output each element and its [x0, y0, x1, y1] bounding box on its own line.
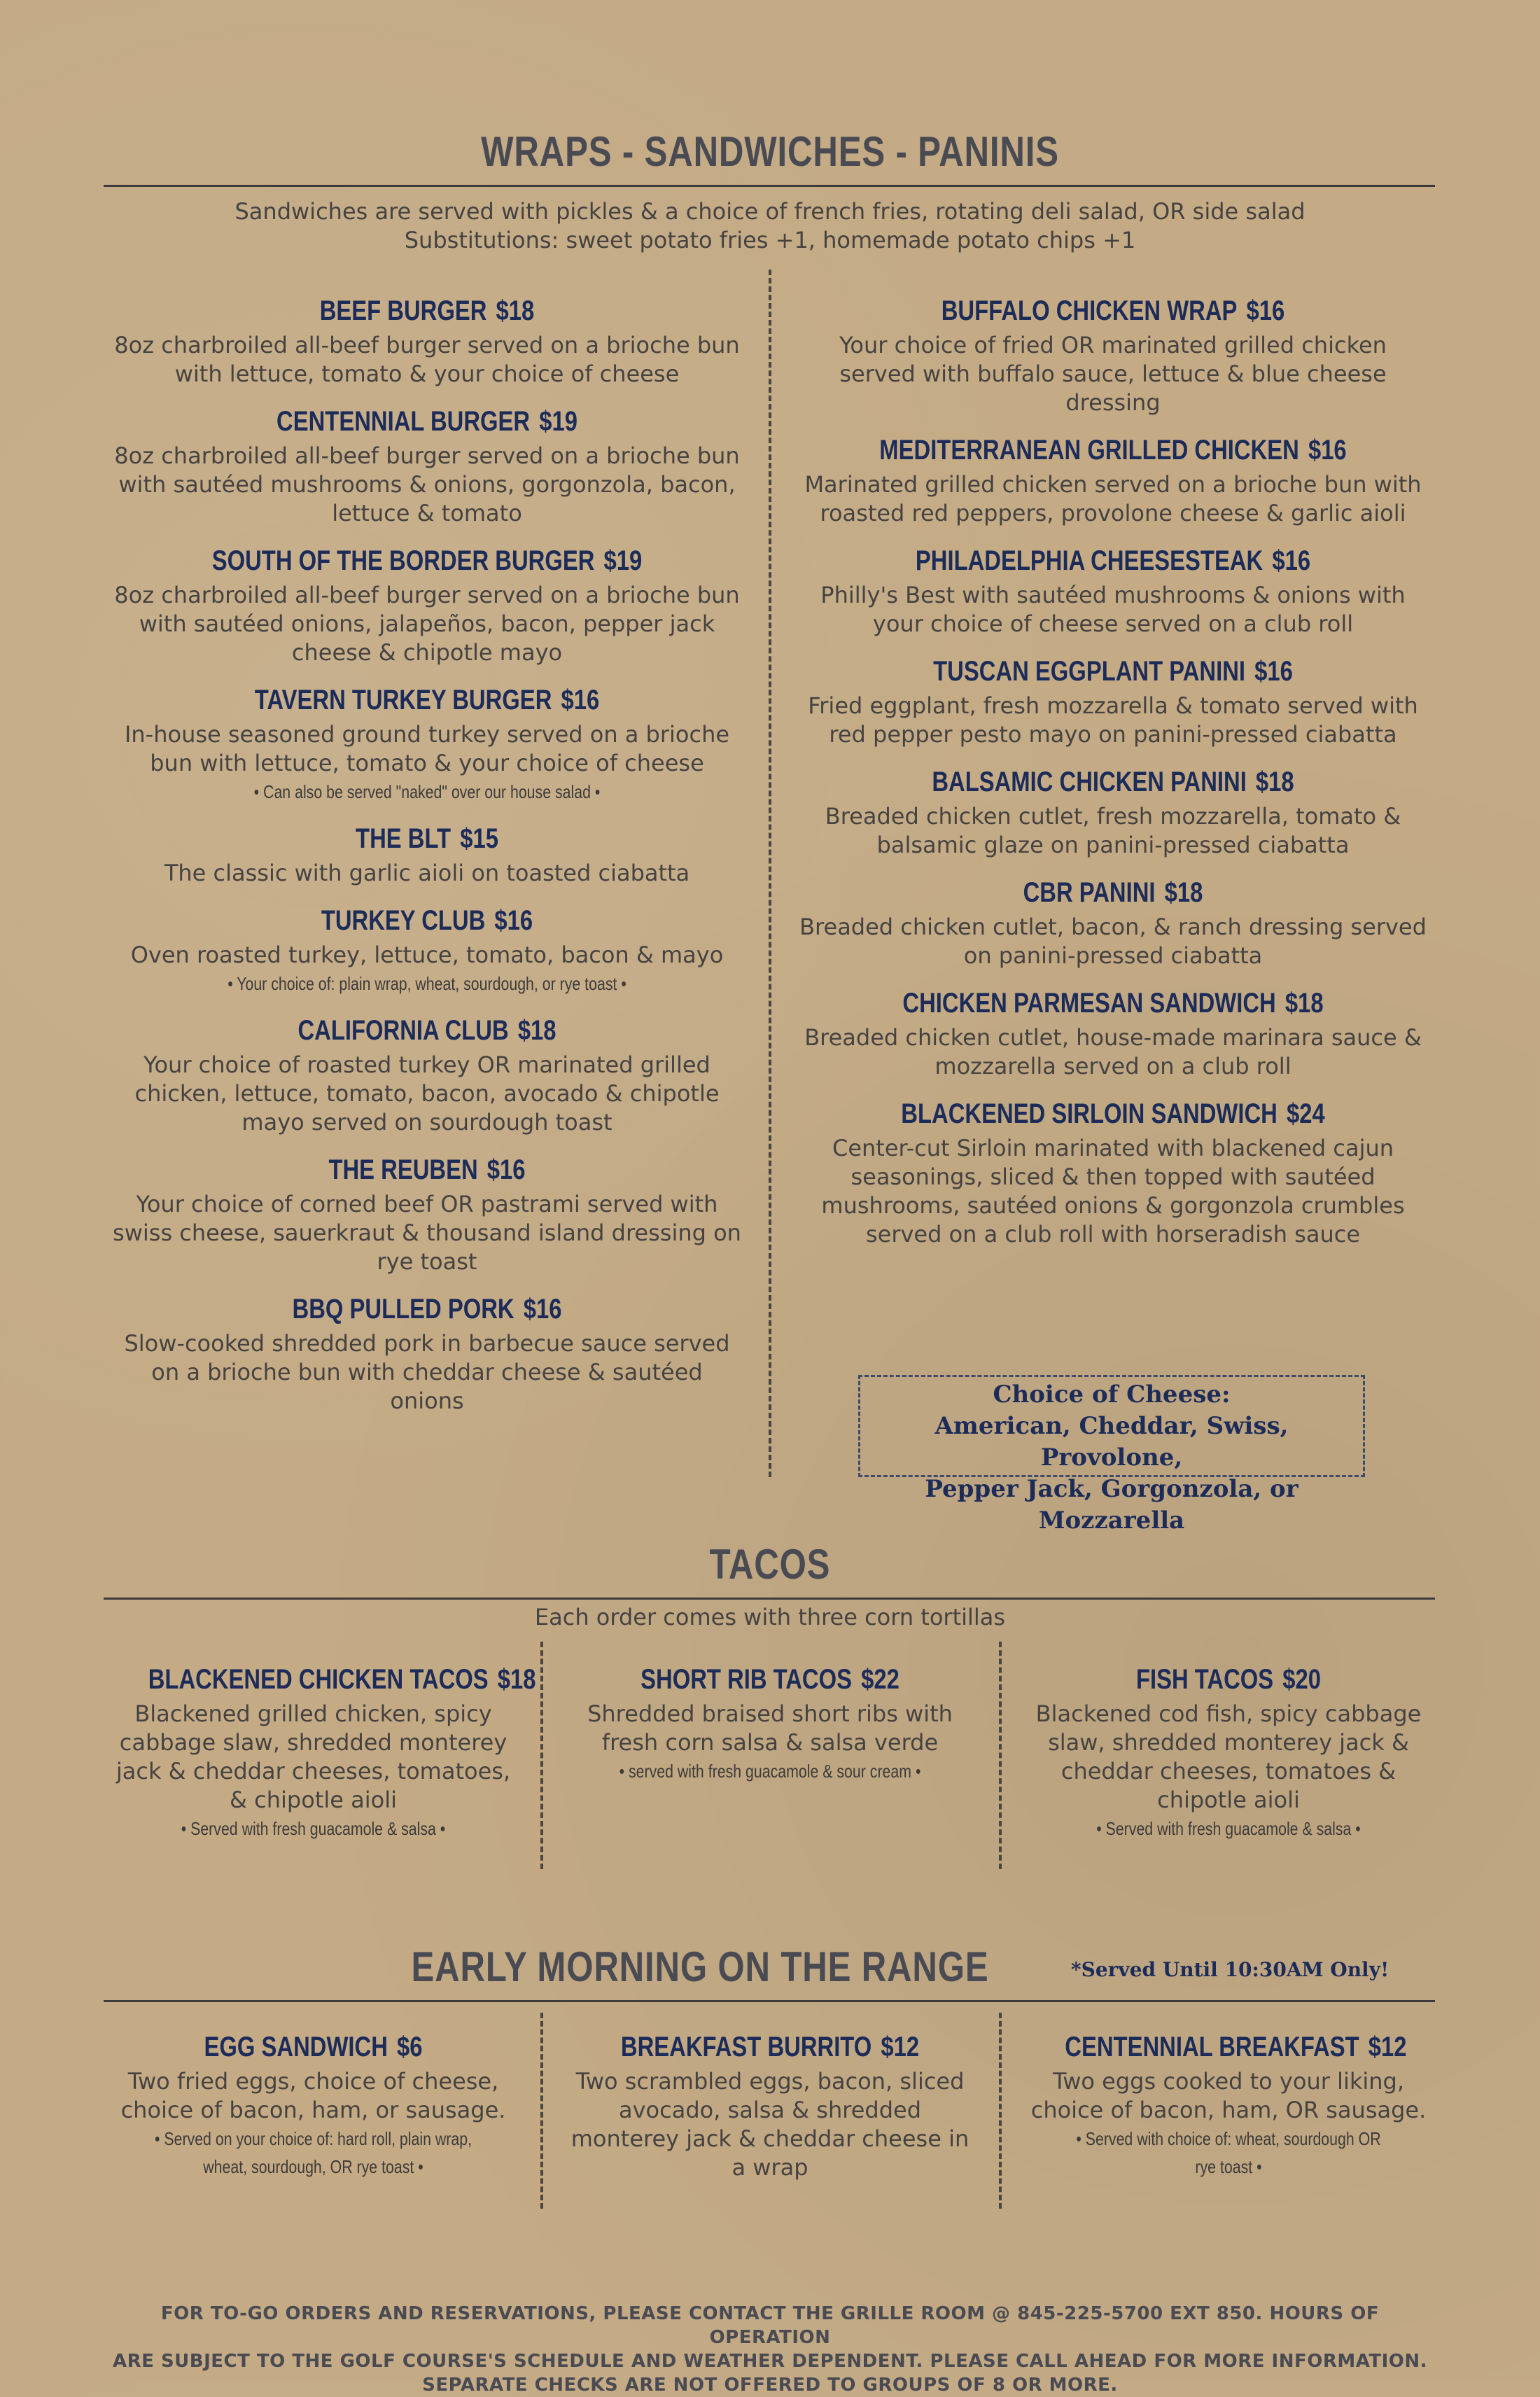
item-description: Breaded chicken cutlet, fresh mozzarella, tomato & balsamic glaze on panini-pressed ciabatta [825, 803, 1401, 858]
sandwiches-note-2: Substitutions: sweet potato fries +1, homemade potato chips +1 [404, 227, 1136, 253]
menu-item [567, 1659, 973, 1785]
item-description: Two fried eggs, choice of cheese, choice of bacon, ham, or sausage. [120, 2068, 506, 2123]
item-description: 8oz charbroiled all-beef burger served on a brioche bun with lettuce, tomato & your choice of cheese [114, 332, 740, 387]
item-description: Fried eggplant, fresh mozzarella & tomato served with red pepper pesto mayo on panini-pressed ciabatta [808, 692, 1418, 748]
item-description: Slow-cooked shredded pork in barbecue sauce served on a brioche bun with cheddar cheese & sautéed onions [124, 1330, 730, 1414]
item-name: BBQ PULLED PORK [292, 1294, 514, 1325]
sandwiches-section-title: WRAPS - SANDWICHES - PANINIS [481, 128, 1059, 175]
footer-line: SEPARATE CHECKS ARE NOT OFFERED TO GROUPS OF 8 OR MORE. [422, 2375, 1118, 2396]
item-description: Marinated grilled chicken served on a brioche bun with roasted red peppers, provolone cheese & garlic aioli [804, 471, 1422, 526]
item-name: TURKEY CLUB [321, 905, 486, 936]
column-divider [540, 2013, 543, 2209]
item-note: • Served with fresh guacamole & salsa • [1096, 1818, 1361, 1839]
item-name: THE REUBEN [328, 1154, 478, 1185]
item-note: • Served with fresh guacamole & salsa • [181, 1818, 446, 1839]
item-name: EGG SANDWICH [204, 2032, 388, 2062]
cheese-box-line: American, Cheddar, Swiss, Provolone, [934, 1412, 1289, 1472]
item-description: Your choice of corned beef OR pastrami served with swiss cheese, sauerkraut & thousand island dressing on rye toast [113, 1191, 741, 1275]
sandwiches-left-column [112, 291, 742, 1428]
item-price: $22 [861, 1664, 899, 1695]
menu-item [1029, 2027, 1428, 2181]
item-price: $16 [1272, 545, 1311, 576]
item-name: MEDITERRANEAN GRILLED CHICKEN [879, 435, 1299, 466]
menu-item [112, 818, 742, 888]
tacos-note: Each order comes with three corn tortillas [534, 1604, 1006, 1630]
item-description: Two eggs cooked to your liking, choice of bacon, ham, OR sausage. [1030, 2068, 1427, 2123]
menu-item [798, 983, 1428, 1081]
column-divider [540, 1642, 543, 1869]
item-name: FISH TACOS [1135, 1664, 1274, 1695]
tacos-column [1029, 1659, 1428, 1855]
sandwiches-note-1: Sandwiches are served with pickles & a choice of french fries, rotating deli salad, OR side salad [234, 198, 1306, 225]
cheese-choice-box [858, 1375, 1365, 1535]
item-name: CBR PANINI [1023, 877, 1156, 908]
breakfast-column [108, 2027, 518, 2193]
menu-item [798, 872, 1428, 970]
item-description: Breaded chicken cutlet, bacon, & ranch dressing served on panini-pressed ciabatta [799, 914, 1427, 969]
breakfast-section-title: EARLY MORNING ON THE RANGE [411, 1943, 989, 1990]
breakfast-column [1029, 2027, 1428, 2193]
item-name: TUSCAN EGGPLANT PANINI [933, 656, 1245, 687]
menu-item [112, 1659, 536, 1843]
item-price: $6 [397, 2032, 423, 2062]
section-rule [104, 185, 1435, 187]
tacos-column [567, 1659, 973, 1798]
item-description: Your choice of fried OR marinated grilled chicken served with buffalo sauce, lettuce & blue cheese dressing [839, 332, 1387, 416]
item-price: $16 [486, 1154, 526, 1185]
item-price: $16 [1308, 435, 1347, 466]
cheese-box-line: Pepper Jack, Gorgonzola, or Mozzarella [925, 1475, 1298, 1535]
item-description: 8oz charbroiled all-beef burger served on a brioche bun with sautéed onions, jalapeños, bacon, pepper jack cheese & chipotle mayo [114, 582, 740, 666]
footer-line: FOR TO-GO ORDERS AND RESERVATIONS, PLEASE CONTACT THE GRILLE ROOM @ 845-225-5700 EXT 850. HOURS OF OPERATION [160, 2303, 1380, 2348]
cheese-box-title: Choice of Cheese: [993, 1381, 1231, 1409]
item-name: CENTENNIAL BURGER [276, 406, 531, 437]
menu-item [798, 651, 1428, 749]
item-price: $12 [881, 2032, 920, 2062]
item-price: $16 [1246, 295, 1285, 326]
item-name: BLACKENED SIRLOIN SANDWICH [901, 1098, 1278, 1129]
menu-item [798, 291, 1428, 417]
menu-item [112, 1149, 742, 1276]
menu-item [112, 291, 742, 389]
item-description: Shredded braised short ribs with fresh corn salsa & salsa verde [587, 1700, 953, 1756]
item-price: $24 [1286, 1098, 1325, 1129]
item-price: $18 [1255, 767, 1294, 797]
column-divider [769, 270, 771, 1477]
item-name: SOUTH OF THE BORDER BURGER [211, 545, 595, 576]
breakfast-column [567, 2027, 973, 2195]
tacos-section-title: TACOS [709, 1541, 831, 1588]
item-name: BALSAMIC CHICKEN PANINI [932, 767, 1247, 797]
item-name: SHORT RIB TACOS [640, 1664, 853, 1695]
menu-item [798, 540, 1428, 638]
item-price: $20 [1282, 1664, 1322, 1695]
item-description: Your choice of roasted turkey OR marinated grilled chicken, lettuce, tomato, bacon, avocado & chipotle mayo served on sourdough toast [134, 1051, 720, 1135]
item-price: $18 [517, 1015, 556, 1046]
item-note: • served with fresh guacamole & sour cream • [619, 1761, 921, 1782]
item-note: • Can also be served "naked" over our house salad • [253, 781, 601, 802]
item-price: $15 [460, 823, 498, 854]
item-description: In-house seasoned ground turkey served on a brioche bun with lettuce, tomato & your choice of cheese [124, 721, 730, 776]
tacos-column [112, 1659, 536, 1855]
menu-item [112, 900, 742, 998]
column-divider [999, 2013, 1002, 2209]
item-note: • Served with choice of: wheat, sourdough OR rye toast • [1076, 2128, 1381, 2177]
item-name: THE BLT [356, 823, 451, 854]
item-price: $18 [496, 295, 535, 326]
item-description: The classic with garlic aioli on toasted ciabatta [164, 860, 690, 886]
menu-item [112, 1010, 742, 1137]
item-price: $16 [1254, 656, 1293, 687]
item-note: • Served on your choice of: hard roll, plain wrap, wheat, sourdough, OR rye toast • [154, 2128, 472, 2177]
item-name: BLACKENED CHICKEN TACOS [148, 1664, 489, 1695]
item-name: CHICKEN PARMESAN SANDWICH [902, 988, 1276, 1019]
menu-item [108, 2027, 518, 2181]
menu-item [112, 680, 742, 806]
item-description: Blackened cod fish, spicy cabbage slaw, shredded monterey jack & cheddar cheeses, tomatoes & chipotle aioli [1035, 1700, 1422, 1813]
item-name: BREAKFAST BURRITO [620, 2032, 872, 2062]
item-name: BEEF BURGER [319, 295, 487, 326]
item-name: BUFFALO CHICKEN WRAP [941, 295, 1238, 326]
item-price: $19 [603, 545, 643, 576]
item-price: $16 [561, 685, 600, 715]
item-price: $18 [1284, 988, 1324, 1019]
footer-contact-info [105, 2302, 1435, 2397]
menu-item [112, 401, 742, 528]
item-name: CALIFORNIA CLUB [298, 1015, 509, 1046]
item-name: PHILADELPHIA CHEESESTEAK [915, 545, 1264, 576]
item-price: $19 [539, 406, 578, 437]
item-description: Philly's Best with sautéed mushrooms & onions with your choice of cheese served on a club roll [820, 582, 1406, 637]
item-note: • Your choice of: plain wrap, wheat, sourdough, or rye toast • [227, 973, 626, 994]
menu-item [798, 430, 1428, 528]
menu-item [798, 1093, 1428, 1249]
item-description: Breaded chicken cutlet, house-made marinara sauce & mozzarella served on a club roll [804, 1024, 1422, 1079]
item-price: $16 [494, 905, 533, 936]
section-rule [104, 2000, 1435, 2002]
menu-item [567, 2027, 973, 2182]
item-description: 8oz charbroiled all-beef burger served on a brioche bun with sautéed mushrooms & onions, gorgonzola, bacon, lettuce & tomato [114, 442, 740, 526]
item-price: $18 [1164, 877, 1203, 908]
item-description: Oven roasted turkey, lettuce, tomato, bacon & mayo [130, 942, 724, 968]
item-description: Blackened grilled chicken, spicy cabbage slaw, shredded monterey jack & cheddar cheeses, tomatoes, & chipotle aioli [115, 1700, 511, 1813]
menu-item [798, 762, 1428, 860]
item-price: $12 [1368, 2032, 1407, 2062]
item-name: TAVERN TURKEY BURGER [254, 685, 552, 715]
item-description: Two scrambled eggs, bacon, sliced avocado, salsa & shredded monterey jack & cheddar cheese in a wrap [570, 2068, 969, 2181]
footer-line: ARE SUBJECT TO THE GOLF COURSE'S SCHEDULE AND WEATHER DEPENDENT. PLEASE CALL AHEAD FOR MORE INFORMATION. [112, 2351, 1428, 2372]
item-price: $16 [523, 1294, 562, 1325]
menu-item [112, 1289, 742, 1416]
section-rule [104, 1598, 1435, 1600]
sandwiches-right-column [798, 291, 1428, 1262]
item-name: CENTENNIAL BREAKFAST [1065, 2032, 1359, 2062]
item-description: Center-cut Sirloin marinated with blackened cajun seasonings, sliced & then topped with sautéed mushrooms, sautéed onions & gorgonzola crumbles served on a club roll with horseradish sauce [821, 1135, 1405, 1248]
menu-item [1029, 1659, 1428, 1843]
served-until-note: *Served Until 10:30AM Only! [1071, 1958, 1390, 1981]
menu-item [112, 540, 742, 667]
column-divider [999, 1642, 1002, 1869]
item-price: $18 [497, 1664, 536, 1695]
